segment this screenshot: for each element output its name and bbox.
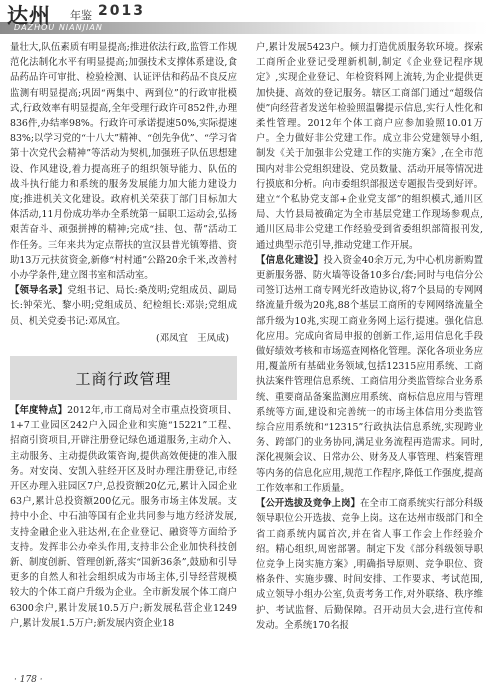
section-tag: 【领导名录】 <box>10 285 68 297</box>
leader-list-text: 党组书记、局长:桑茂明;党组成员、副局长:钟荣光、黎小明;党组成员、纪检组长:邓崇;党组成员、机关党委书记:邓凤宜。 <box>10 285 237 327</box>
annual-features-paragraph <box>10 403 237 631</box>
informatization-text: 投入资金40余万元,为中心机房新购置更新服务器、防火墙等设备10多台/套;同时与电信分公司签订达州工商专网光纤改造协议,将7个县局的专网网络流量升级为20兆,88个基层工商所的专网网络流量全部升级为10兆,实现工商业务网上运行提速。强化信息化应用。完成向省局申报的创新工作,运用信息化手段做好绩效考核和市场巡查网格化管理。深化各项业务应用,覆盖所有基础业务领域,包括12315应用系统、工商执法案件管理信息系统、工商信用分类监管综合业务系统、重要商品备案监测应用系统、商标信息应用与管理系统等方面,建设和完善统一的市场主体信用分类监管综合应用系统和“12315”行政执法信息系统,实现跨业务、跨部门的业务协同,满足业务流程再造需求。同时,深化视频会议、日常办公、财务及人事管理、档案管理等内务的信息化应用,规范工作程序,降低工作强度,提高工作效率和工作质量。 <box>256 254 483 494</box>
body-paragraph: 量壮大,队伍素质有明显提高;推进依法行政,监管工作规范化法制化水平有明显提高;加强技术支撑体系建设,食品药品许可审批、检验检测、认证评估和药品不良反应监测有明显提高;巩固“两集中、两到位”的行政审批模式,行政效率有明显提高,全年受理行政许可852件,办理836件,办结率98%。行政许可承诺提速50%,实际提速83%;以学习党的“十八大”精神、“创先争优”、“学习省第十次党代会精神”等活动为契机,加强班子队伍思想建设、作风建设,着力提高班子的组织领导能力、队伍的战斗执行能力和系统的服务发展能力加大能力建设力度;推进机关文化建设。政府机关荣获丁部门目标加大体活动,11月份成功举办全系统第一届职工运动会,弘扬艰苦奋斗、顽强拼搏的精神;完成“挂、包、帮”活动工作任务。三年来共为定点帮扶的宣汉县普光镇筹措、资助13万元扶贫资金,新修“村村通”公路20余千米,改善村小办学条件,建立图书室和活动室。 <box>10 42 237 282</box>
yearbook-english-title: DAZHOU NIANJIAN <box>14 23 103 32</box>
yearbook-subtitle: 年鉴 <box>70 9 92 22</box>
selection-text: 在全市工商系统实行部分科级领导职位公开选拔、竞争上岗。这在达州市级部门和全省工商系统内属首次,并在省人事工作会上作经验介绍。精心组织,周密部署。制定下发《部分科级领导职位竞争上岗实施方案》,明确指导原则、竞争职位、资格条件、实施步骤、时间安排、工作要求、考试范围,成立领导小组办公室,负责考务工作,对外联络、秩序维护、考试监督、后勤保障。召开动员大会,进行宣传和发动。全系统170名报 <box>256 498 483 631</box>
yearbook-title: 达州 <box>7 4 51 28</box>
section-tag: 【公开选拔及竞争上岗】 <box>256 498 361 510</box>
left-column-top <box>10 40 237 346</box>
page-number: · 178 · <box>14 675 43 685</box>
yearbook-year: 2013 <box>98 3 145 19</box>
section-heading: 工商行政管理 <box>10 356 237 400</box>
body-paragraph: 户,累计发展5423户。倾力打造优质服务软环境。探索工商所企业登记受理新机制,制定《企业登记程序规定》,实现企业登记、年检资料网上流转,为企业提供更加快捷、高效的登记服务。辖区工商部门通过“超级信使”向经营者发送年检验照温馨提示信息,实行人性化和柔性管理。2012年个体工商户应参加验照10.01万户。全力做好非公党建工作。成立非公党建领导小组,制发《关于加强非公党建工作的实施方案》,在全市范围内对非公党组织建设、党员数量、活动开展等情况进行摸底和分析。向市委组织部报送专题报告受到好评。建立“个私协党支部+企业党支部”的组织模式,通川区局、大竹县局被确定为全市基层党建工作现场参观点,通川区局非公党建工作经验受到省委组织部简报刊发,通过典型示范引导,推动党建工作开展。 <box>256 42 483 251</box>
section-tag: 【信息化建设】 <box>256 254 324 266</box>
section-tag: 【年度特点】 <box>10 405 68 416</box>
informatization-paragraph <box>256 253 483 496</box>
selection-paragraph <box>256 496 483 633</box>
leader-list-paragraph <box>10 283 237 329</box>
annual-features-text: 2012年,市工商局对全市重点投资项目、1+7工业园区242户入园企业和实施“15221”工程、招商引资项目,开辟注册登记绿色通道服务,主动介入、主动服务、主动提供政策咨询,提供高效便捷的准入服务。对安岗、安凯入驻经开区及时办理注册登记,市经开区办理入驻园区7户,总投资额20亿元,累计入园企业63户,累计总投资额200亿元。服务市场主体发展。支持中小企、中石油等国有企业共同参与地方经济发展,支持金融企业入驻达州,在企业登记、融资等方面给予支持。发挥非公办牵头作用,支持非公企业加快科技创新、制度创新、管理创新,落实“国新36条”,鼓励和引导更多的自然人和社会组织成为市场主体,引导经营规模较大的个体工商户升级为企业。全市新发展个体工商户6300余户,累计发展10.5万户;新发展私营企业1249户,累计发展1.5万户;新发展内资企业18 <box>10 405 237 629</box>
right-column <box>256 40 483 633</box>
page-header <box>0 0 488 38</box>
author-signature: (邓凤宜 王凤成) <box>156 332 229 344</box>
left-column-bottom <box>10 403 237 631</box>
